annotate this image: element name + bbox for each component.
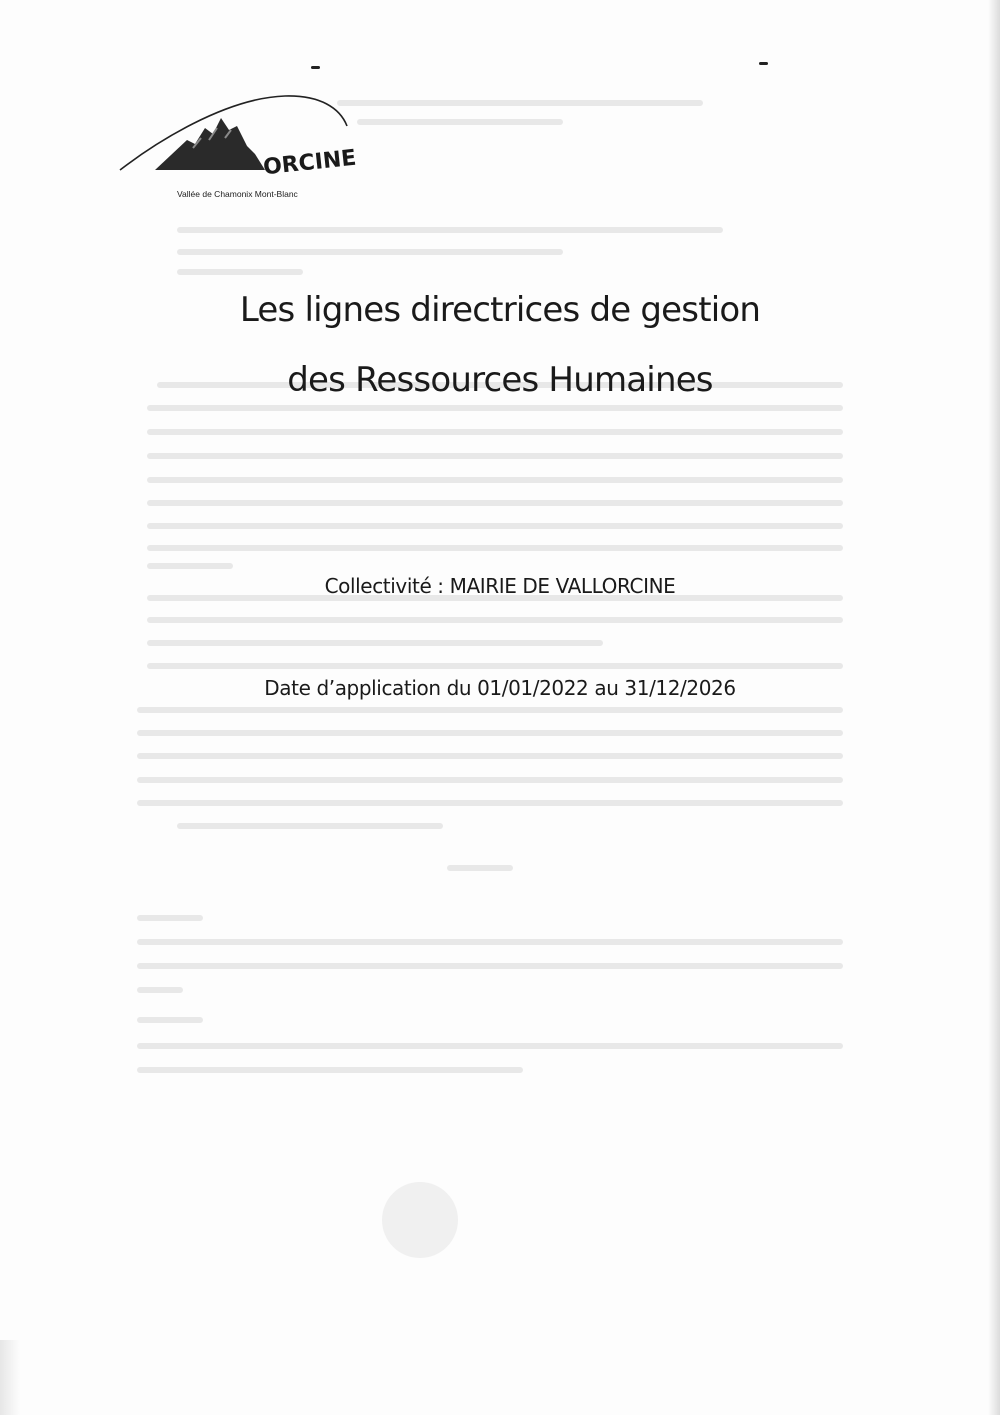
logo-wordmark: ORCINE bbox=[261, 145, 358, 181]
logo-tagline: Vallée de Chamonix Mont-Blanc bbox=[177, 189, 298, 199]
document-title-line-1: Les lignes directrices de gestion bbox=[239, 290, 761, 330]
scan-mark bbox=[759, 62, 768, 65]
scan-mark bbox=[311, 66, 320, 69]
vallorcine-logo bbox=[115, 88, 365, 203]
scan-edge-shadow-left bbox=[0, 1340, 20, 1415]
date-application-label: Date d’application du 01/01/2022 au 31/12/2026 bbox=[264, 676, 736, 700]
scan-edge-shadow bbox=[988, 0, 1000, 1415]
mountain-icon bbox=[155, 118, 265, 170]
document-title-line-2: des Ressources Humaines bbox=[287, 360, 713, 400]
collectivite-label: Collectivité : MAIRIE DE VALLORCINE bbox=[324, 574, 676, 598]
